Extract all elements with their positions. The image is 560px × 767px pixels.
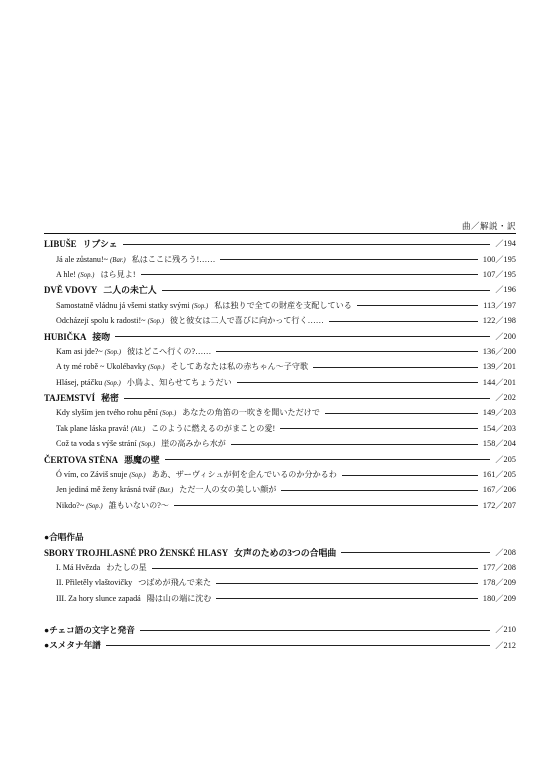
page-numbers: ／208 <box>495 547 516 557</box>
japanese-title: ああ、ザーヴィシュが何を企んでいるのか分かるわ <box>151 470 337 480</box>
toc-title-group <box>56 423 275 434</box>
entry-title: Tak plane láska pravá! <box>56 423 129 433</box>
toc-entry <box>44 359 516 374</box>
toc-section-heading <box>44 282 516 297</box>
toc-title-group <box>56 593 211 604</box>
voice-part: (Sop.) <box>159 410 177 418</box>
japanese-title: 悪魔の壁 <box>124 454 160 465</box>
leader-line <box>313 367 478 368</box>
toc-title-group <box>56 407 320 418</box>
entry-title: Jen jediná mě ženy krásná tvář <box>56 485 156 495</box>
japanese-title: そしてあなたは私の赤ちゃん〜子守歌 <box>170 362 309 372</box>
page-numbers: 167／206 <box>482 485 516 495</box>
leader-line <box>216 351 478 352</box>
voice-part: (Sop.) <box>86 502 103 510</box>
japanese-title: わたしの星 <box>106 563 147 572</box>
entry-title: Hlásej, ptáčku <box>56 377 103 387</box>
japanese-title: 彼と彼女は二人で喜びに向かって行く…… <box>170 316 324 326</box>
leader-line <box>281 490 478 491</box>
page-numbers: 144／201 <box>482 377 516 387</box>
entry-title: III. Za hory slunce zapadá <box>56 593 141 603</box>
japanese-title: 私は独りで全ての財産を支配している <box>214 300 352 310</box>
toc-title-group <box>56 377 232 388</box>
toc-title-group <box>56 438 226 449</box>
leader-line <box>140 630 490 631</box>
leader-line <box>342 475 478 476</box>
page-numbers: ／202 <box>495 393 516 403</box>
japanese-title: 私はここに残ろう!…… <box>131 254 216 264</box>
page-numbers: 136／200 <box>482 346 516 356</box>
page-numbers: 113／197 <box>483 300 516 310</box>
toc-entry <box>44 560 516 575</box>
voice-part: (Sop.) <box>78 271 95 279</box>
entry-title: SBORY TROJHLASNÉ PRO ŽENSKÉ HLASY <box>44 547 229 558</box>
toc-title-group <box>56 577 211 588</box>
toc-title-group <box>44 391 119 404</box>
voice-part: (Alt.) <box>130 425 146 433</box>
toc-entry <box>44 405 516 420</box>
voice-part: (Sop.) <box>129 472 146 480</box>
entry-title: ●チェコ語の文字と発音 <box>44 624 135 635</box>
toc-title-group <box>44 283 157 296</box>
entry-title: ČERTOVA STĚNA <box>44 454 119 465</box>
toc-title-group <box>56 484 276 495</box>
leader-line <box>216 583 478 584</box>
leader-line <box>357 305 478 306</box>
japanese-title: リブシェ <box>82 239 118 250</box>
toc-entry <box>44 298 516 313</box>
leader-line <box>162 290 491 291</box>
entry-title: I. Má Hvězda <box>56 563 101 572</box>
leader-line <box>123 244 491 245</box>
page-numbers: 177／208 <box>482 563 516 572</box>
japanese-title: 小鳥よ、知らせてちょうだい <box>126 377 232 387</box>
toc-title-group <box>56 269 136 280</box>
japanese-title: ただ一人の女の美しい顔が <box>179 485 277 495</box>
page-numbers: ／200 <box>495 331 516 341</box>
voice-part: (Bar.) <box>110 256 126 264</box>
entry-title: A hle! <box>56 269 77 279</box>
page-numbers: 172／207 <box>482 500 516 510</box>
toc-title-group <box>44 531 84 543</box>
entry-title: TAJEMSTVÍ <box>44 393 96 404</box>
toc-title-group <box>44 624 135 636</box>
leader-line <box>165 459 491 460</box>
leader-line <box>237 382 478 383</box>
japanese-title: 二人の未亡人 <box>103 285 157 296</box>
toc-entry <box>44 313 516 328</box>
entry-title: ●スメタナ年譜 <box>44 640 101 651</box>
voice-part: (Bar.) <box>157 487 174 495</box>
leader-line <box>115 336 490 337</box>
toc-title-group <box>56 469 337 480</box>
voice-part: (Sop.) <box>104 379 121 387</box>
entry-title: Kdy slyším jen tvého rohu pění <box>56 408 158 418</box>
page-numbers: 178／209 <box>482 578 516 588</box>
voice-part: (Sop.) <box>147 318 164 326</box>
page-numbers: 149／203 <box>482 408 516 418</box>
table-of-contents <box>44 236 516 653</box>
toc-group-heading <box>44 529 516 544</box>
page-numbers: ／194 <box>495 239 516 249</box>
header-rule <box>44 233 516 234</box>
toc-entry <box>44 344 516 359</box>
entry-title: DVĚ VDOVY <box>44 285 98 296</box>
leader-line <box>341 552 490 553</box>
voice-part: (Sop.) <box>191 302 209 310</box>
voice-part: (Sop.) <box>104 348 122 356</box>
page-numbers: 180／209 <box>482 593 516 603</box>
japanese-title: はら見よ! <box>100 269 136 279</box>
page-numbers: 161／205 <box>482 470 516 480</box>
page-numbers: ／205 <box>495 454 516 464</box>
leader-line <box>152 568 478 569</box>
leader-line <box>216 598 477 599</box>
leader-line <box>124 398 490 399</box>
toc-entry <box>44 421 516 436</box>
entry-title: Odcházejí spolu k radosti!~ <box>56 316 146 326</box>
toc-section-heading <box>44 451 516 466</box>
entry-title: Ó vím, co Záviš snuje <box>56 470 128 480</box>
toc-entry <box>44 482 516 497</box>
toc-entry <box>44 575 516 590</box>
toc-section-heading <box>44 328 516 343</box>
page-numbers: ／210 <box>495 625 516 635</box>
japanese-title: つばめが飛んで来た <box>138 578 212 588</box>
toc-title-group <box>44 639 101 651</box>
japanese-title: 女声のための3つの合唱曲 <box>234 547 337 558</box>
entry-title: Samostatně vládnu já všemi statky svými <box>56 300 190 310</box>
japanese-title: 陽は山の端に沈む <box>146 593 212 603</box>
toc-title-group <box>56 254 215 265</box>
toc-group-heading <box>44 637 516 652</box>
page-numbers: 107／195 <box>482 269 516 279</box>
toc-title-group <box>56 361 308 372</box>
leader-line <box>174 505 478 506</box>
toc-title-group <box>44 330 110 343</box>
leader-line <box>231 444 478 445</box>
leader-line <box>220 259 478 260</box>
page-numbers: ／196 <box>495 285 516 295</box>
japanese-title: 秘密 <box>101 393 119 404</box>
toc-section-heading <box>44 544 516 559</box>
page-numbers: 154／203 <box>482 423 516 433</box>
toc-entry <box>44 498 516 513</box>
entry-title: HUBIČKA <box>44 331 87 342</box>
toc-title-group <box>44 546 336 559</box>
japanese-title: このように燃えるのがまことの愛! <box>151 423 276 433</box>
leader-line <box>106 645 491 646</box>
leader-line <box>329 321 478 322</box>
page-numbers: 158／204 <box>482 439 516 449</box>
toc-title-group <box>56 346 211 357</box>
entry-title: LIBUŠE <box>44 239 77 250</box>
entry-title: ●合唱作品 <box>44 531 84 542</box>
toc-entry <box>44 267 516 282</box>
toc-title-group <box>56 300 352 311</box>
japanese-title: あなたの角笛の一吹きを聞いただけで <box>182 408 320 418</box>
toc-section-heading <box>44 236 516 251</box>
header-label: 曲／解説・訳 <box>461 221 516 231</box>
toc-entry <box>44 436 516 451</box>
toc-section-heading <box>44 390 516 405</box>
japanese-title: 崖の高みから水が <box>161 439 226 449</box>
leader-line <box>141 274 478 275</box>
entry-title: Nikdo?~ <box>56 500 85 510</box>
japanese-title: 誰もいないの?〜 <box>108 500 169 510</box>
japanese-title: 彼はどこへ行くの?…… <box>127 346 212 356</box>
toc-entry <box>44 375 516 390</box>
page-numbers: ／212 <box>495 640 516 650</box>
entry-title: II. Přiletěly vlaštovičky <box>56 578 133 588</box>
leader-line <box>325 413 478 414</box>
entry-title: A ty mé robě ~ Ukolébavky <box>56 362 147 372</box>
toc-title-group <box>56 562 147 573</box>
toc-title-group <box>44 453 160 466</box>
leader-line <box>280 428 478 429</box>
voice-part: (Sop.) <box>148 364 165 372</box>
toc-title-group <box>56 500 169 511</box>
entry-title: Kam asi jde?~ <box>56 346 103 356</box>
page-numbers: 100／195 <box>482 254 516 264</box>
toc-entry <box>44 591 516 606</box>
voice-part: (Sop.) <box>138 441 156 449</box>
entry-title: Což ta voda s výše strání <box>56 439 137 449</box>
toc-entry <box>44 467 516 482</box>
entry-title: Já ale zůstanu!~ <box>56 254 109 264</box>
japanese-title: 接吻 <box>92 331 111 342</box>
page-numbers: 139／201 <box>482 362 516 372</box>
toc-group-heading <box>44 622 516 637</box>
toc-title-group <box>56 315 324 326</box>
toc-entry <box>44 251 516 266</box>
toc-title-group <box>44 237 118 250</box>
page-numbers: 122／198 <box>482 316 516 326</box>
